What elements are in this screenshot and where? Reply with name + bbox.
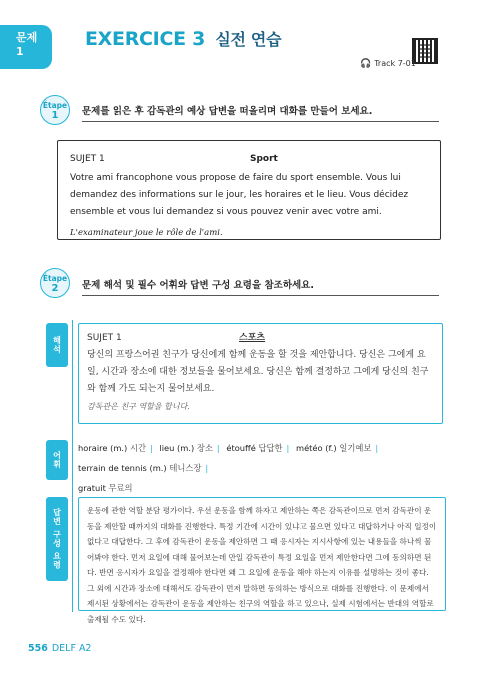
etape-2-instruction: 문제 해석 및 필수 어휘와 답변 구성 요령을 참조하세요. [82, 280, 314, 291]
vocab-item [296, 443, 371, 453]
exercise-title-fr: EXERCICE 3 [85, 28, 206, 50]
translation-box [78, 323, 443, 424]
sujet-fr-body: Votre ami francophone vous propose de faire du sport ensemble. Vous lui demandez des informations sur le jour, les horaires et le lieu. Vous décidez ensemble et vous lui demandez si vous pouvez venir avec votre ami. [70, 173, 409, 217]
exercise-title [85, 27, 281, 50]
problem-tab [0, 25, 52, 69]
strategy-box [78, 497, 446, 624]
etape-2-rule [82, 295, 439, 296]
vocab-ko: 테니스장 [169, 463, 202, 473]
vocab-fr: terrain de tennis (m.) [78, 463, 167, 473]
vocab-item [78, 463, 201, 473]
etape-1-badge [40, 95, 70, 125]
vocab-ko: 일기예보 [339, 443, 372, 453]
section-line [72, 320, 73, 612]
exercise-title-ko: 실전 연습 [215, 30, 282, 49]
etape-2-badge [40, 268, 70, 298]
vocab-item [78, 483, 133, 493]
sujet-fr-title: Sport [250, 154, 278, 164]
page-number: 556 [28, 643, 48, 654]
track-label[interactable] [360, 59, 416, 69]
vocab-ko: 장소 [196, 443, 213, 453]
translation-label: SUJET 1 [87, 333, 122, 343]
vocab-fr: lieu (m.) [159, 443, 195, 453]
vocab-item [78, 443, 146, 453]
vocab-ko: 시간 [129, 443, 146, 453]
page-footer [28, 643, 91, 654]
translation-tab: 해석 [46, 323, 68, 367]
etape-2-num: 2 [51, 283, 59, 294]
sujet-fr-note: L'examinateur joue le rôle de l'ami. [70, 228, 223, 238]
sujet-fr-label: SUJET 1 [70, 154, 105, 164]
problem-tab-number: 1 [16, 45, 24, 58]
translation-body: 당신의 프랑스어권 친구가 당신에게 함께 운동을 할 것을 제안합니다. 당신은 그에게 요일, 시간과 장소에 대한 정보들을 물어보세요. 당신은 함께 결정하고 그에게 당신의 친구와 함께 가도 되는지 물어보세요. [87, 350, 429, 394]
vocab-fr: étouffé [226, 443, 256, 453]
translation-note: 감독관은 친구 역할을 합니다. [87, 402, 190, 411]
vocab-fr: horaire (m.) [78, 443, 128, 453]
translation-title: 스포츠 [239, 333, 266, 343]
strategy-body: 운동에 관한 역할 분담 평가이다. 우선 운동을 함께 하자고 제안하는 쪽은 감독관이므로 먼저 감독관이 운동을 제안할 때까지의 대화를 진행한다. 특정 기간에 시간이 있냐고 물으면 있다고 대답하거나 아직 일정이 없다고 대답한다. 그 후에 감독관이 운동을 제안하면 그 때 응시자는 지시사항에 있는 내용들을 하나씩 물어봐야 한다. 먼저 요일에 대해 물어보는데 만일 감독관이 특정 요일을 먼저 제안한다면 그에 동의하면 된다. 반면 응시자가 요일을 결정해야 한다면 왜 그 요일에 운동을 해야 하는지 이유를 설명하는 것이 좋다. 그 외에 시간과 장소에 대해서도 감독관이 먼저 말하면 동의하는 방식으로 대화를 진행한다. 이 문제에서 제시된 상황에서는 감독관이 운동을 제안하는 친구의 역할을 하고 있으나, 실제 시험에서는 반대의 역할로 출제될 수도 있다. [87, 506, 437, 624]
vocab-ko: 답답한 [258, 443, 283, 453]
etape-1-rule [82, 121, 439, 122]
etape-2-word: Étape [42, 274, 68, 283]
vocab-fr: météo (f.) [295, 443, 337, 453]
vocab-list: horaire (m.) 시간 | lieu (m.) 장소 | étouffé 답답한 | météo (f.) 일기예보 | terrain de tennis (m.) 테니스장 | gratuit 무료의 [78, 443, 379, 493]
etape-1-word: Étape [42, 101, 68, 110]
book-name: DELF A2 [51, 643, 92, 654]
vocab-fr: gratuit [78, 483, 106, 493]
track-text: Track 7-01 [374, 59, 416, 68]
vocab-item [226, 443, 282, 453]
etape-1-num: 1 [51, 110, 59, 121]
vocab-item [159, 443, 212, 453]
vocab-tab: 어휘 [46, 440, 68, 480]
headphone-icon: 🎧 [360, 59, 372, 69]
etape-1-instruction: 문제를 읽은 후 감독관의 예상 답변을 떠올리며 대화를 만들어 보세요. [82, 106, 373, 117]
problem-tab-label: 문제 [16, 31, 38, 44]
vocab-ko: 무료의 [108, 483, 133, 493]
strategy-tab: 답변 구성 요령 [46, 497, 68, 581]
sujet-fr-box [57, 140, 441, 240]
